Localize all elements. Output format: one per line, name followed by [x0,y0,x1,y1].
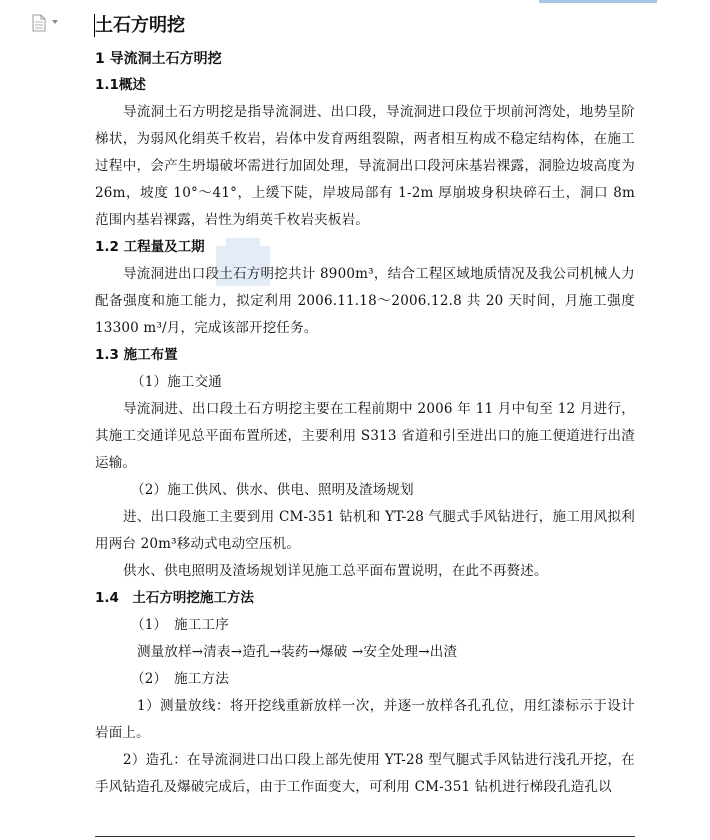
paragraph-drilling: 2）造孔：在导流洞进口出口段上部先使用 YT-28 型气腿式手风钻进行浅孔开挖，在手风钻造孔及爆破完成后，由于工作面变大，可利用 CM-351 钻机进行梯段孔造孔以 [95,752,635,795]
document-page [95,12,635,801]
paragraph-traffic: 导流洞进、出口段土石方明挖主要在工程前期中 2006 年 11 月中旬至 12 月进行，其施工交通详见总平面布置所述，主要利用 S313 省道和引至进出口的施工便道进行出渣运输。 [95,401,635,471]
section-heading-1-3: 1.3 施工布置 [95,347,178,363]
paragraph-air-supply: 进、出口段施工主要到用 CM-351 钻机和 YT-28 气腿式手风钻进行，施工用风拟利用两台 20m³移动式电动空压机。 [95,509,635,552]
item-work-sequence: （1） 施工工序 [131,617,229,633]
paragraph-survey: 1）测量放线：将开挖线重新放样一次，并逐一放样各孔孔位，用红漆标示于设计岩面上。 [95,698,635,741]
paragraph-overview: 导流洞土石方明挖是指导流洞进、出口段，导流洞进口段位于坝前河湾处，地势呈阶梯状，为弱风化绢英千枚岩，岩体中发育两组裂隙，两者相互构成不稳定结构体，在施工过程中，会产生坍塌破坏需进行加固处理，导流洞出口段河床基岩裸露，洞脸边坡高度为 26m，坡度 10°～41°，上缓下陡，岸坡局部有 1-2m 厚崩坡身积块碎石土，洞口 8m 范围内基岩裸露，岩性为绢英千枚岩夹板岩。 [95,104,635,228]
section-heading-1-4: 1.4 土石方明挖施工方法 [95,590,254,606]
section-heading-1-2: 1.2 工程量及工期 [95,239,205,255]
work-sequence-flow: 测量放样→清表→造孔→装药→爆破 →安全处理→出渣 [137,644,458,660]
item-work-method: （2） 施工方法 [131,671,229,687]
document-title: 土石方明挖 [95,15,185,36]
section-heading-1: 1 导流洞土石方明挖 [95,51,222,67]
paragraph-water-power: 供水、供电照明及渣场规划详见施工总平面布置说明，在此不再赘述。 [123,563,548,579]
document-icon[interactable] [32,14,46,32]
chevron-down-icon[interactable] [52,20,58,24]
page-bottom-rule [95,836,635,837]
item-utilities-plan: （2）施工供风、供水、供电、照明及渣场规划 [131,482,414,498]
paragraph-quantity-schedule: 导流洞进出口段土石方明挖共计 8900m³，结合工程区域地质情况及我公司机械人力配备强度和施工能力，拟定利用 2006.11.18～2006.12.8 共 20 天时间，月施工强度 13300 m³/月，完成该部开挖任务。 [95,266,635,336]
item-construction-traffic: （1）施工交通 [131,374,222,390]
top-accent-bar [539,0,657,3]
section-heading-1-1: 1.1概述 [95,77,146,93]
